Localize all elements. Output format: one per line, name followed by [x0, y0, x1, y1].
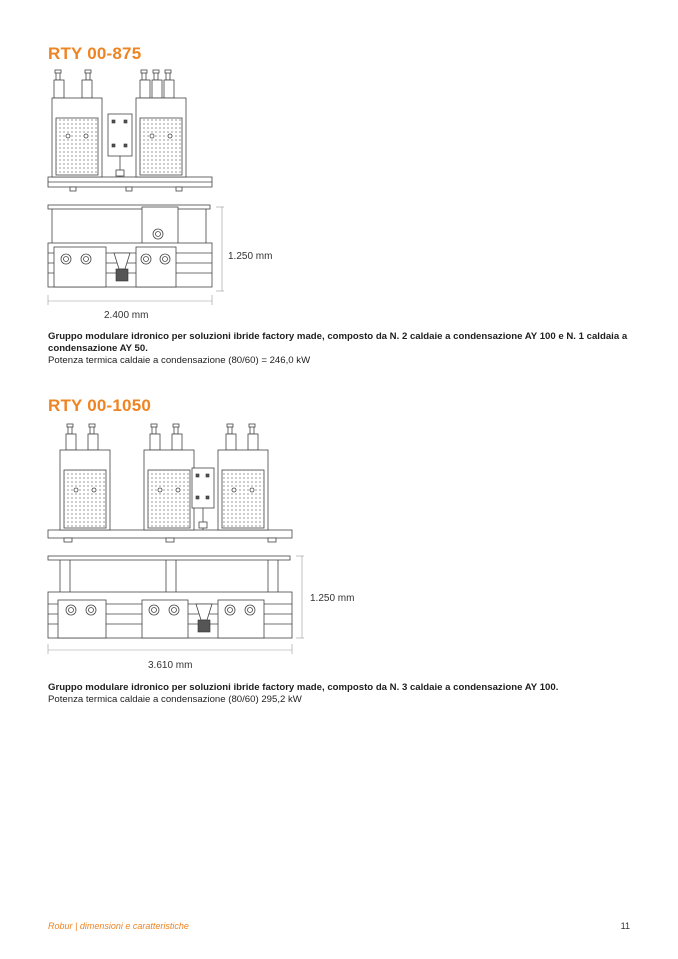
- width-dimension: 2.400 mm: [104, 310, 149, 321]
- description-power: Potenza termica caldaie a condensazione (80/60) = 246,0 kW: [48, 355, 311, 366]
- front-elevation-drawing: [46, 420, 296, 546]
- product-description: [48, 331, 638, 367]
- depth-dimension: 1.250 mm: [228, 251, 273, 262]
- product-description: [48, 682, 638, 706]
- page-number: 11: [620, 921, 630, 931]
- depth-dimension: 1.250 mm: [310, 593, 355, 604]
- description-bold: Gruppo modulare idronico per soluzioni ibride factory made, composto da N. 3 caldaie a condensazione AY 100.: [48, 682, 559, 693]
- footer-brand: Robur | dimensioni e caratteristiche: [48, 921, 189, 931]
- plan-view-drawing: [46, 203, 228, 309]
- width-dimension: 3.610 mm: [148, 660, 193, 671]
- description-power: Potenza termica caldaie a condensazione (80/60) 295,2 kW: [48, 694, 302, 705]
- description-bold: Gruppo modulare idronico per soluzioni ibride factory made, composto da N. 2 caldaie a condensazione AY 100 e N. 1 caldaia a condensazione AY 50.: [48, 331, 628, 354]
- section-title: RTY 00-1050: [48, 396, 152, 415]
- plan-view-drawing: [46, 554, 308, 660]
- section-title: RTY 00-875: [48, 44, 142, 63]
- front-elevation-drawing: [46, 66, 216, 196]
